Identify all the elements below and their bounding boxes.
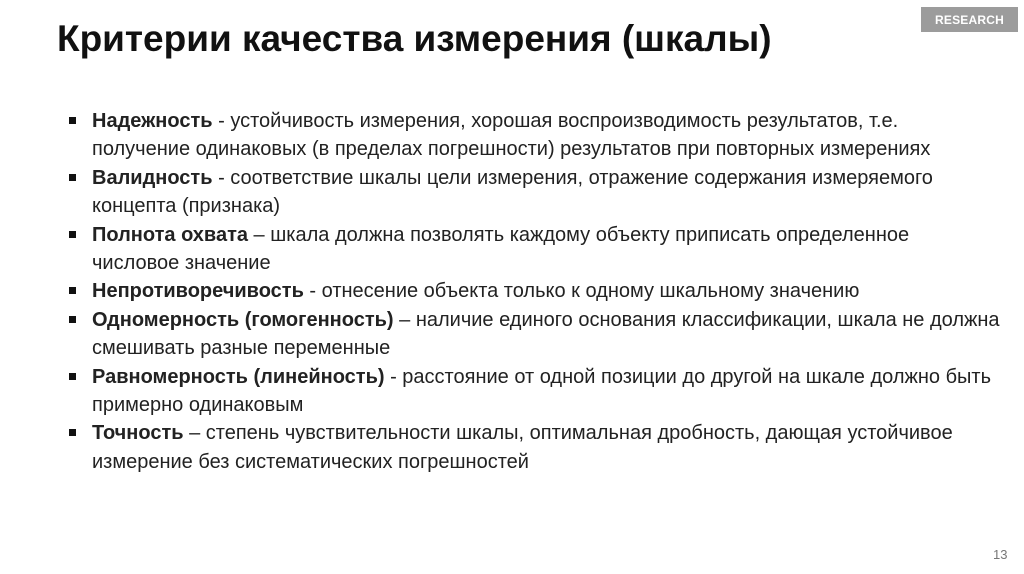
square-bullet-icon <box>69 231 76 238</box>
criterion-term: Одномерность (гомогенность) <box>92 308 394 331</box>
criteria-list <box>0 107 1000 476</box>
list-item <box>0 419 1000 476</box>
research-badge: RESEARCH <box>921 7 1018 32</box>
square-bullet-icon <box>69 117 76 124</box>
page-number: 13 <box>993 547 1008 562</box>
criterion-description: – наличие единого основания классификации, шкала не должна смешивать разные переменные <box>92 308 1000 360</box>
criterion-term: Валидность <box>92 166 213 189</box>
list-item <box>0 164 1000 221</box>
criterion-description: – шкала должна позволять каждому объекту приписать определенное числовое значение <box>92 223 910 275</box>
square-bullet-icon <box>69 316 76 323</box>
criterion-term: Надежность <box>92 110 213 132</box>
list-item <box>0 363 1000 420</box>
criterion-term: Непротиворечивость <box>92 280 304 303</box>
square-bullet-icon <box>69 287 76 294</box>
criterion-term: Полнота охвата <box>92 223 248 246</box>
list-item <box>0 277 1000 305</box>
criterion-description: - расстояние от одной позиции до другой на шкале должно быть примерно одинаковым <box>92 365 992 417</box>
square-bullet-icon <box>69 429 76 436</box>
slide-title: Критерии качества измерения (шкалы) <box>57 18 772 59</box>
list-item <box>0 221 1000 278</box>
square-bullet-icon <box>69 174 76 181</box>
criterion-description: - отнесение объекта только к одному шкальному значению <box>303 280 860 303</box>
criterion-description: - устойчивость измерения, хорошая воспроизводимость результатов, т.е. получение одинаковых (в пределах погрешности) результатов при повторных измерениях <box>92 110 931 161</box>
list-item <box>0 107 1000 164</box>
criterion-description: - соответствие шкалы цели измерения, отражение содержания измеряемого концепта (признака) <box>92 166 933 218</box>
square-bullet-icon <box>69 373 76 380</box>
criterion-term: Равномерность (линейность) <box>92 365 385 388</box>
list-item <box>0 306 1000 363</box>
criterion-description: – степень чувствительности шкалы, оптимальная дробность, дающая устойчивое измерение без систематических погрешностей <box>92 422 953 473</box>
criterion-term: Точность <box>92 422 184 445</box>
